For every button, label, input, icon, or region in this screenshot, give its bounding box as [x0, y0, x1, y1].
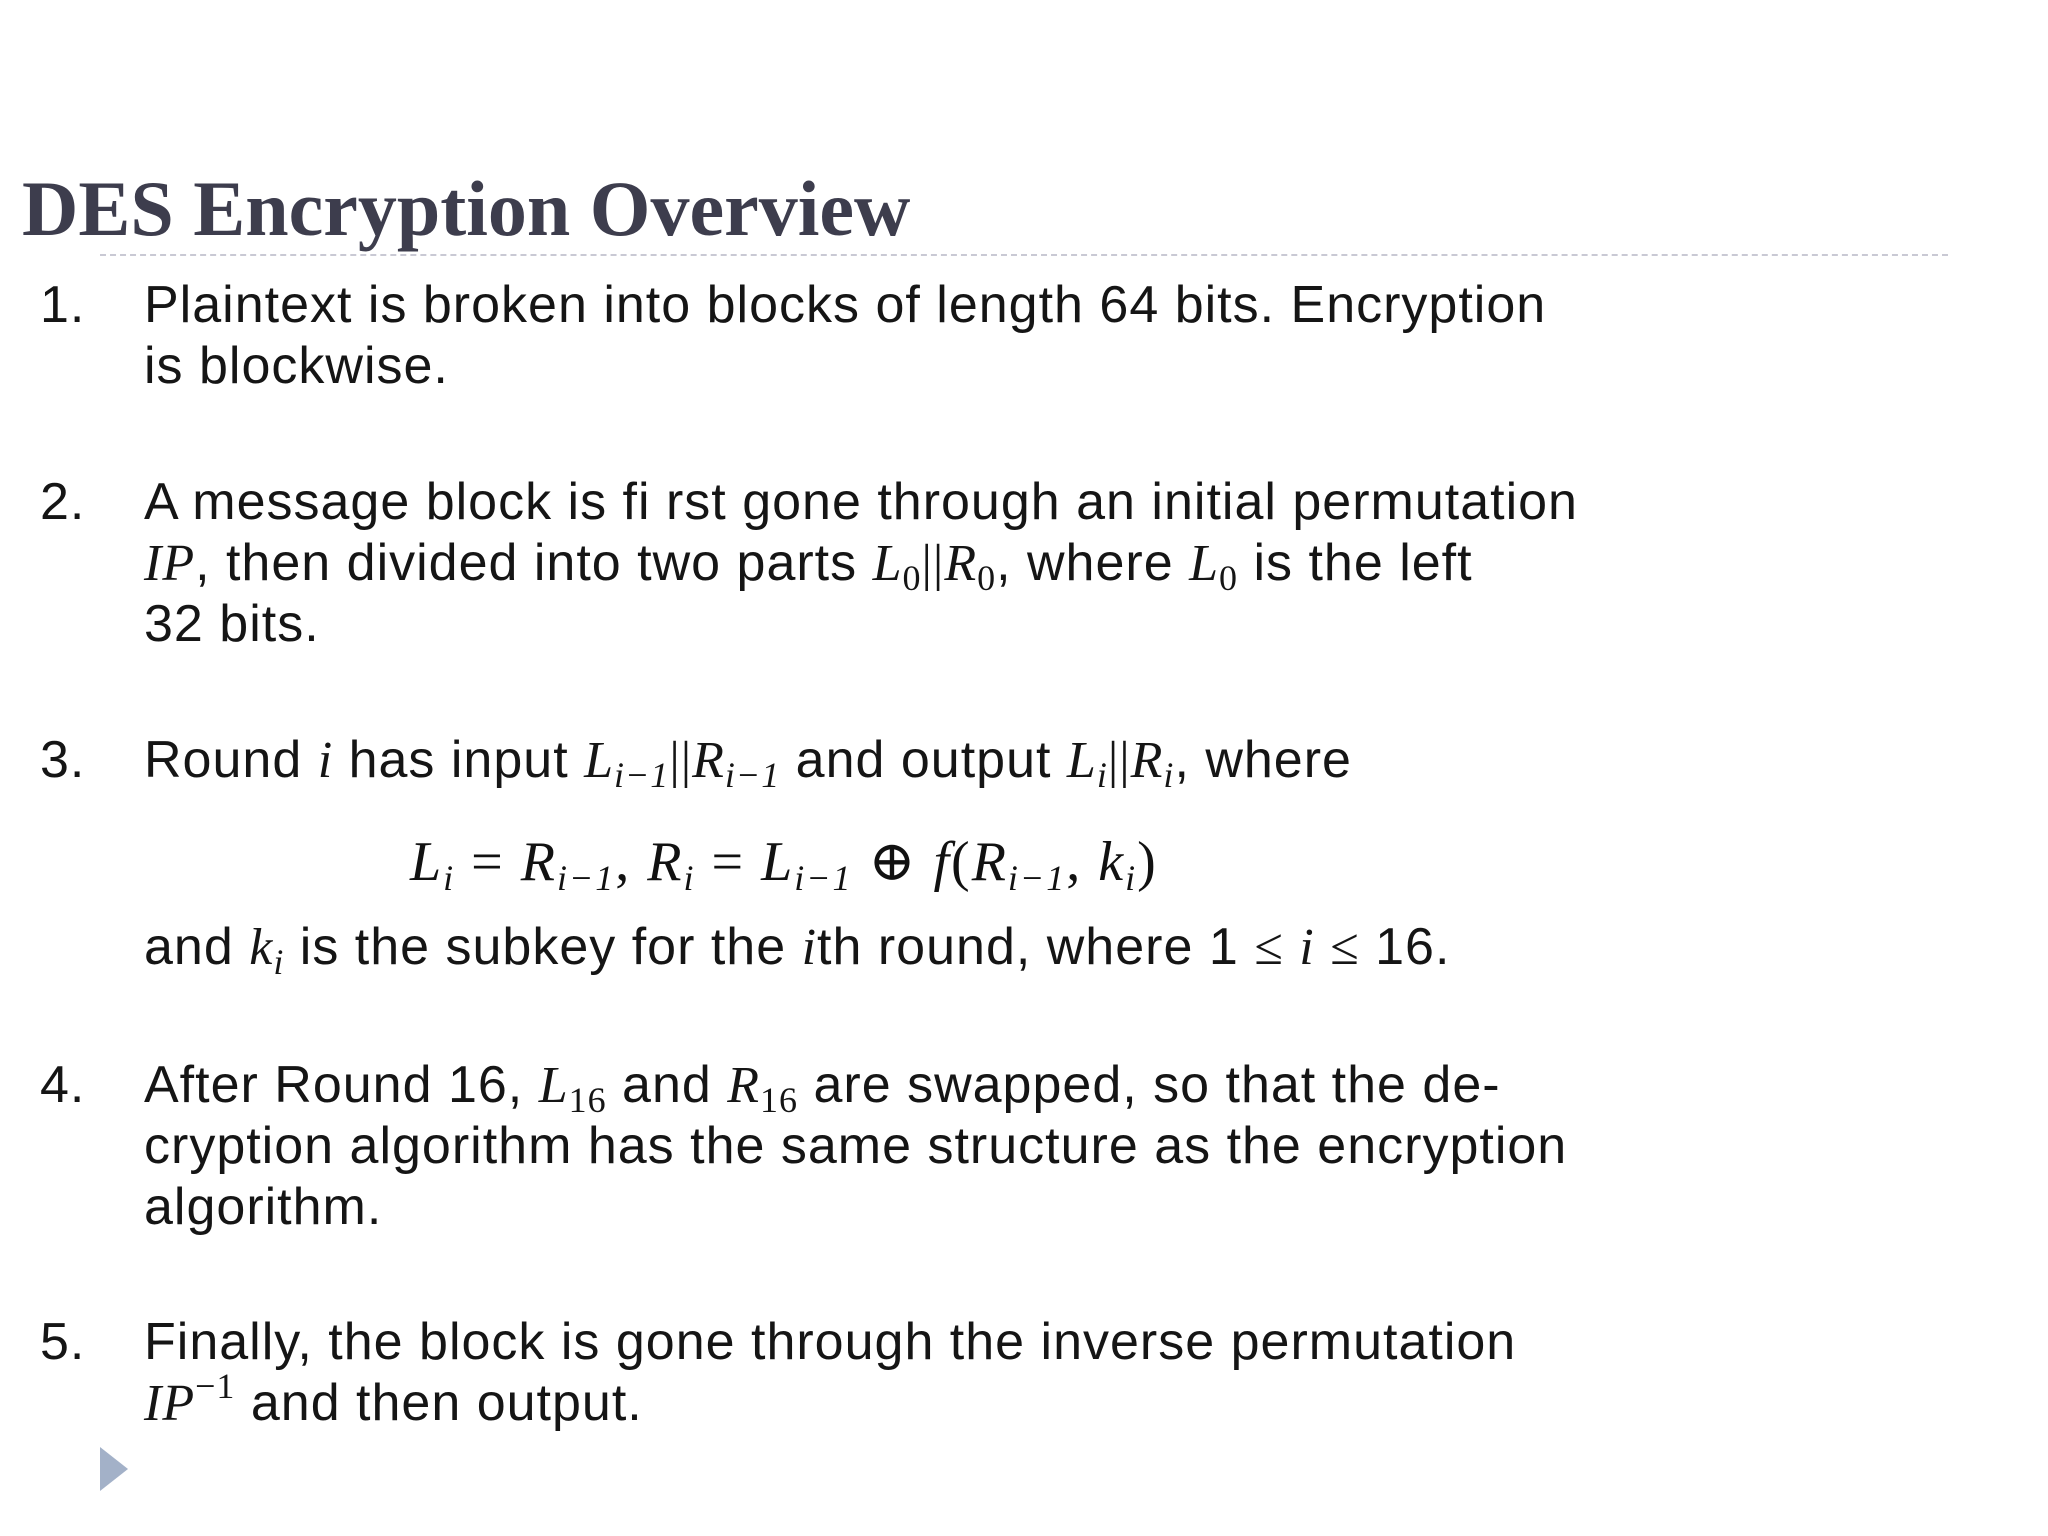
- item-text: cryption algorithm has the same structure as the encryption: [144, 1117, 1568, 1175]
- item-text: $IP^{-1}$ and then output.: [144, 1366, 643, 1432]
- item-number: 5.: [40, 1313, 86, 1371]
- list-item-3: [40, 730, 2030, 795]
- list-item-3-continued: [40, 917, 2030, 982]
- math-ip: IP: [144, 1375, 196, 1432]
- math-l: L: [1189, 535, 1220, 592]
- math-r: R: [944, 535, 978, 592]
- xor-symbol: ⊕: [852, 831, 934, 893]
- item-text: and ki is the subkey for the ith round, where 1 ≤ i ≤ 16.: [144, 918, 1451, 982]
- math-l: L: [872, 535, 903, 592]
- item-number: 2.: [40, 473, 86, 531]
- item-text: IP, then divided into two parts $L_0||R_0$, where $L_0$ is the left: [144, 534, 1473, 598]
- item-text: is blockwise.: [144, 337, 449, 395]
- item-text: Round i has input Li−1||Ri−1 and output Li||Ri, where: [144, 731, 1352, 795]
- list-item-2: [40, 472, 2030, 655]
- math-ip: IP: [144, 535, 196, 592]
- slide-title: DES Encryption Overview: [22, 165, 911, 252]
- list-item-1: [40, 275, 2030, 397]
- item-text: A message block is fi rst gone through an initial permutation: [144, 473, 1578, 531]
- item-text: algorithm.: [144, 1178, 383, 1236]
- item-number: 1.: [40, 276, 86, 334]
- list-item-4: [40, 1055, 2030, 1238]
- item-text: Plaintext is broken into blocks of length 64 bits. Encryption: [144, 276, 1547, 334]
- item-text: Finally, the block is gone through the inverse permutation: [144, 1313, 1517, 1371]
- list-item-5: [40, 1312, 2030, 1434]
- round-equation: Li = Ri−1, Ri = Li−1 ⊕ f(Ri−1, ki): [410, 831, 1158, 898]
- item-number: 4.: [40, 1056, 86, 1114]
- item-number: 3.: [40, 731, 86, 789]
- math-i: i: [317, 732, 334, 789]
- triangle-bullet-icon: [100, 1447, 128, 1491]
- item-text: 32 bits.: [144, 595, 320, 653]
- item-text: After Round 16, $L_{16}$ and $R_{16}$ are swapped, so that the de-: [144, 1056, 1501, 1120]
